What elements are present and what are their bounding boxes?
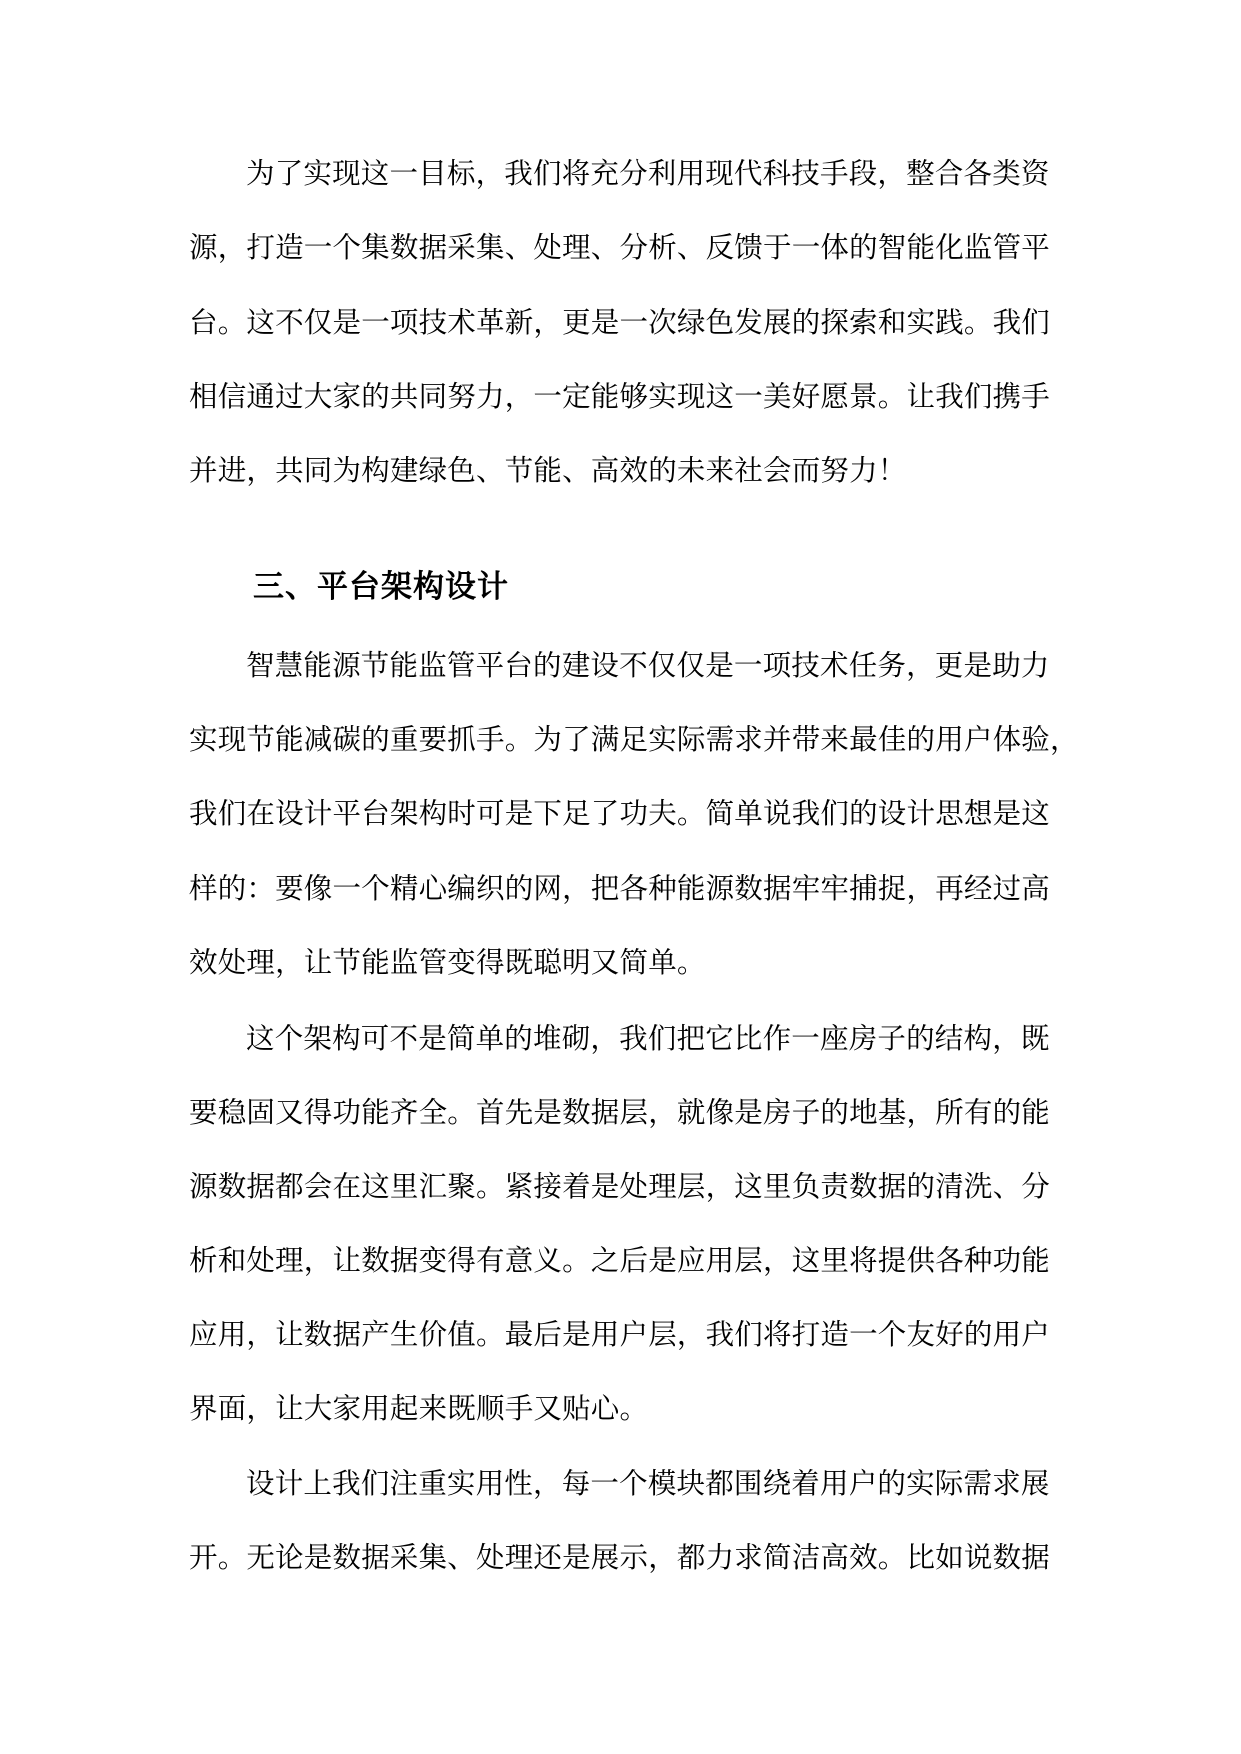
text-line: 这个架构可不是简单的堆砌，我们把它比作一座房子的结构，既 (246, 1022, 1050, 1055)
text-line: 智慧能源节能监管平台的建设不仅仅是一项技术任务，更是助力 (246, 649, 1050, 682)
text-line: 应用，让数据产生价值。最后是用户层，我们将打造一个友好的用户 (189, 1318, 1051, 1351)
text-line: 效处理，让节能监管变得既聪明又简单。 (189, 946, 706, 979)
text-line: 实现节能减碳的重要抓手。为了满足实际需求并带来最佳的用户体验， (189, 723, 1079, 756)
text-line: 源数据都会在这里汇聚。紧接着是处理层，这里负责数据的清洗、分 (189, 1170, 1051, 1203)
section-heading: 三、平台架构设计 (253, 569, 509, 605)
text-line: 样的：要像一个精心编织的网，把各种能源数据牢牢捕捉，再经过高 (189, 872, 1051, 905)
text-line: 要稳固又得功能齐全。首先是数据层，就像是房子的地基，所有的能 (189, 1096, 1051, 1129)
text-line: 设计上我们注重实用性，每一个模块都围绕着用户的实际需求展 (246, 1467, 1050, 1500)
text-line: 为了实现这一目标，我们将充分利用现代科技手段，整合各类资 (246, 157, 1050, 190)
text-line: 析和处理，让数据变得有意义。之后是应用层，这里将提供各种功能 (189, 1244, 1051, 1277)
text-line: 台。这不仅是一项技术革新，更是一次绿色发展的探索和实践。我们 (189, 306, 1051, 339)
text-line: 界面，让大家用起来既顺手又贴心。 (189, 1392, 649, 1425)
text-line: 我们在设计平台架构时可是下足了功夫。简单说我们的设计思想是这 (189, 797, 1051, 830)
text-line: 相信通过大家的共同努力，一定能够实现这一美好愿景。让我们携手 (189, 380, 1051, 413)
text-line: 并进，共同为构建绿色、节能、高效的未来社会而努力！ (189, 454, 907, 487)
text-line: 开。无论是数据采集、处理还是展示，都力求简洁高效。比如说数据 (189, 1541, 1051, 1574)
text-line: 源，打造一个集数据采集、处理、分析、反馈于一体的智能化监管平 (189, 231, 1051, 264)
